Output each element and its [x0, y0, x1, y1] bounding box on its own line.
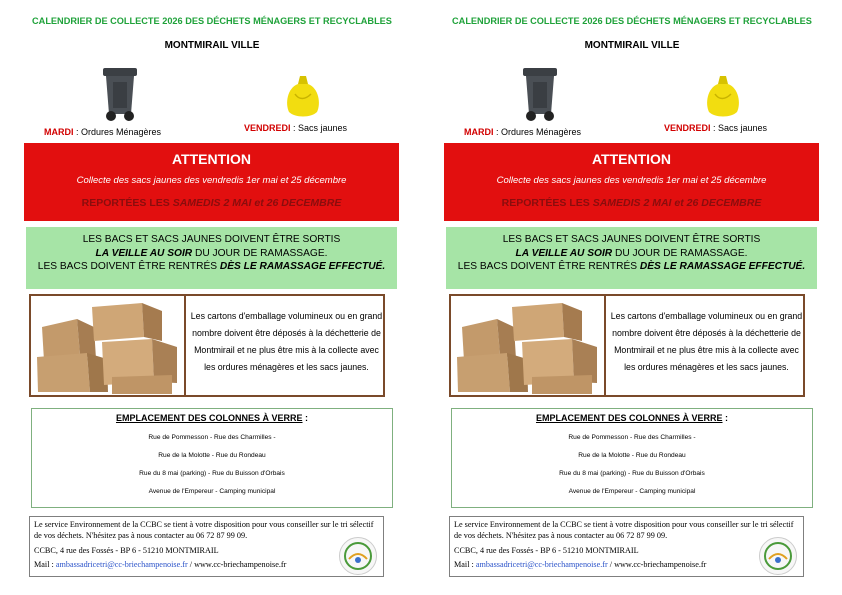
ccbc-logo: [759, 537, 797, 575]
glass-bins-title: EMPLACEMENT DES COLONNES À VERRE :: [535, 413, 729, 423]
calendar-title: CALENDRIER DE COLLECTE 2026 DES DÉCHETS MÉNAGERS ET RECYCLABLES: [32, 16, 392, 26]
footer-mail-line: Mail : ambassadricetri@cc-briechampenoise.fr / www.cc-briechampenoise.fr: [454, 560, 707, 569]
cartons-text: Les cartons d'emballage volumineux ou en grand nombre doivent être déposés à la déchetterie de Montmirail et ne plus être mis à la collecte avec les ordures ménagères et les sacs jaunes.: [610, 311, 803, 372]
reminder-box: LES BACS ET SACS JAUNES DOIVENT ÊTRE SORTIS LA VEILLE AU SOIR DU JOUR DE RAMASSAGE. LES BACS DOIVENT ÊTRE RENTRÉS DÈS LE RAMASSAGE EFFECTUÉ.: [26, 227, 397, 289]
footer-mail-line: Mail : ambassadricetri@cc-briechampenoise.fr / www.cc-briechampenoise.fr: [34, 560, 287, 569]
flyer-right: [442, 0, 842, 595]
attention-banner: [24, 143, 399, 221]
collect-day-friday: VENDREDI : Sacs jaunes: [664, 123, 768, 133]
contact-footer: [29, 516, 384, 577]
ccbc-logo-icon: [763, 541, 793, 571]
ccbc-logo-icon: [343, 541, 373, 571]
glass-bin-location: Rue de Pommesson - Rue des Charmilles -: [568, 434, 696, 441]
yellow-bag-icon: [285, 74, 321, 118]
mail-link[interactable]: ambassadricetri@cc-briechampenoise.fr: [475, 560, 608, 569]
reminder-box: LES BACS ET SACS JAUNES DOIVENT ÊTRE SORTIS LA VEILLE AU SOIR DU JOUR DE RAMASSAGE. LES BACS DOIVENT ÊTRE RENTRÉS DÈS LE RAMASSAGE EFFECTUÉ.: [446, 227, 817, 289]
glass-bin-location: Rue de la Molotte - Rue du Rondeau: [158, 452, 266, 459]
attention-line-2: REPORTÉES LES SAMEDIS 2 MAI et 26 DECEMBRE: [501, 197, 762, 209]
website-link[interactable]: www.cc-briechampenoise.fr: [194, 560, 287, 569]
footer-address: CCBC, 4 rue des Fossés - BP 6 - 51210 MONTMIRAIL: [454, 546, 639, 555]
footer-intro: Le service Environnement de la CCBC se tient à votre disposition pour vous conseiller sur le tri sélectif de vos déchets. N'hésitez pas à nous contacter au 06 72 87 99 09.: [454, 520, 794, 540]
town-subtitle: MONTMIRAIL VILLE: [584, 40, 680, 51]
glass-bin-location: Rue du 8 mai (parking) - Rue du Buisson d'Orbais: [559, 470, 705, 477]
wheelie-bin-icon: [100, 64, 140, 122]
yellow-bag-icon: [705, 74, 741, 118]
glass-bins-box: [451, 408, 813, 508]
footer-address: CCBC, 4 rue des Fossés - BP 6 - 51210 MONTMIRAIL: [34, 546, 219, 555]
ccbc-logo: [339, 537, 377, 575]
collect-day-tuesday: MARDI : Ordures Ménagères: [464, 127, 582, 137]
glass-bin-location: Avenue de l'Empereur - Camping municipal: [568, 488, 696, 495]
attention-banner: [444, 143, 819, 221]
cardboard-boxes-image: [452, 297, 602, 394]
attention-heading: ATTENTION: [171, 151, 252, 167]
glass-bins-title: EMPLACEMENT DES COLONNES À VERRE :: [115, 413, 309, 423]
calendar-title: CALENDRIER DE COLLECTE 2026 DES DÉCHETS MÉNAGERS ET RECYCLABLES: [452, 16, 812, 26]
cartons-box: [29, 294, 385, 397]
divider: [604, 296, 606, 395]
glass-bin-location: Rue de Pommesson - Rue des Charmilles -: [148, 434, 276, 441]
glass-bin-location: Avenue de l'Empereur - Camping municipal: [148, 488, 276, 495]
glass-bins-box: [31, 408, 393, 508]
attention-heading: ATTENTION: [591, 151, 672, 167]
website-link[interactable]: www.cc-briechampenoise.fr: [614, 560, 707, 569]
collect-day-friday: VENDREDI : Sacs jaunes: [244, 123, 348, 133]
glass-bin-location: Rue de la Molotte - Rue du Rondeau: [578, 452, 686, 459]
divider: [184, 296, 186, 395]
collect-day-tuesday: MARDI : Ordures Ménagères: [44, 127, 162, 137]
town-subtitle: MONTMIRAIL VILLE: [164, 40, 260, 51]
mail-link[interactable]: ambassadricetri@cc-briechampenoise.fr: [55, 560, 188, 569]
attention-line-2: REPORTÉES LES SAMEDIS 2 MAI et 26 DECEMBRE: [81, 197, 342, 209]
attention-line-1: Collecte des sacs jaunes des vendredis 1er mai et 25 décembre: [496, 175, 767, 186]
attention-line-1: Collecte des sacs jaunes des vendredis 1er mai et 25 décembre: [76, 175, 347, 186]
wheelie-bin-icon: [520, 64, 560, 122]
flyer-left: [22, 0, 422, 595]
cartons-box: [449, 294, 805, 397]
cardboard-boxes-image: [32, 297, 182, 394]
glass-bin-location: Rue du 8 mai (parking) - Rue du Buisson d'Orbais: [139, 470, 285, 477]
cartons-text: Les cartons d'emballage volumineux ou en grand nombre doivent être déposés à la déchetterie de Montmirail et ne plus être mis à la collecte avec les ordures ménagères et les sacs jaunes.: [190, 311, 383, 372]
footer-intro: Le service Environnement de la CCBC se tient à votre disposition pour vous conseiller sur le tri sélectif de vos déchets. N'hésitez pas à nous contacter au 06 72 87 99 09.: [34, 520, 374, 540]
contact-footer: [449, 516, 804, 577]
